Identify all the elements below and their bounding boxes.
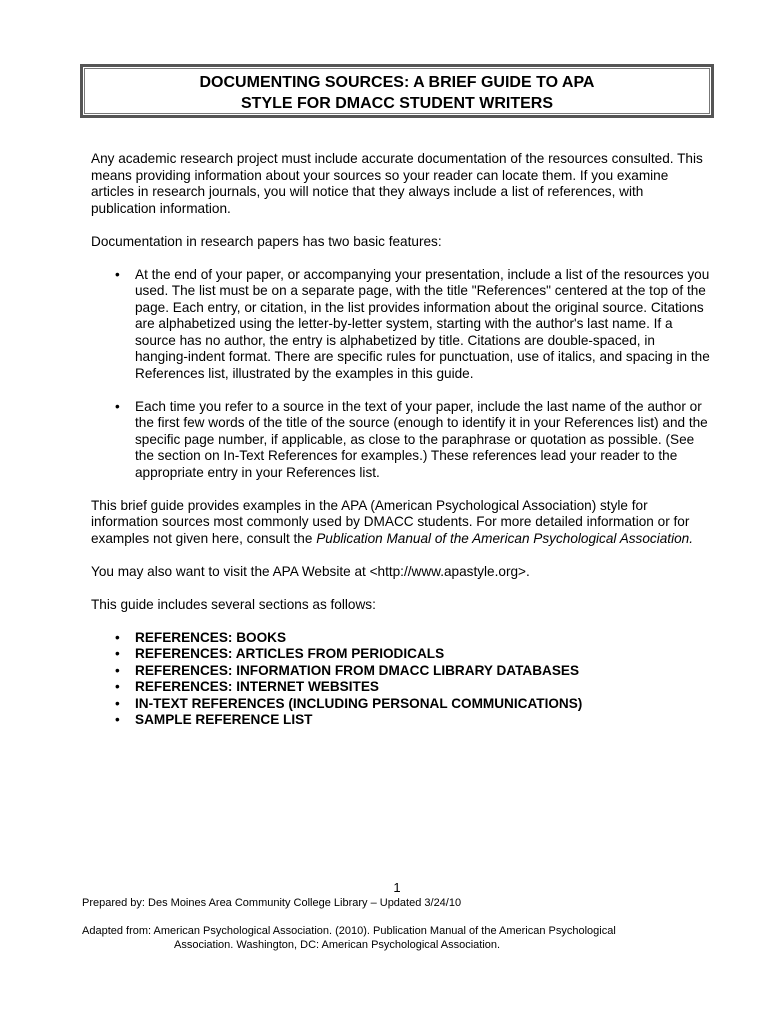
document-body: [91, 151, 711, 729]
sections-intro: This guide includes several sections as follows:: [91, 596, 376, 612]
bullet-icon: •: [115, 662, 120, 678]
title-line-1: DOCUMENTING SOURCES: A BRIEF GUIDE TO APA: [199, 74, 595, 91]
section-label: REFERENCES: INFORMATION FROM DMACC LIBRARY DATABASES: [135, 662, 580, 678]
intro-paragraph: Any academic research project must include accurate documentation of the resources consulted. This means providing information about your sources so your reader can locate them. If you examine articles in research journals, you will notice that they always include a list of references, with publication information.: [91, 151, 703, 216]
bullet-icon: •: [115, 712, 120, 727]
section-label: REFERENCES: BOOKS: [135, 629, 287, 645]
bullet-icon: •: [115, 629, 120, 645]
guide-paragraph: [91, 498, 711, 548]
page-number: 1: [393, 880, 401, 895]
features-list: [91, 267, 711, 482]
section-item: [91, 679, 711, 696]
section-label: IN-TEXT REFERENCES (INCLUDING PERSONAL COMMUNICATIONS): [135, 695, 583, 711]
section-item: [91, 646, 711, 663]
section-label: SAMPLE REFERENCE LIST: [135, 712, 313, 727]
guide-manual-title: Publication Manual of the American Psychological Association.: [316, 530, 693, 546]
feature-item-1: [91, 267, 711, 383]
title-box: [80, 64, 714, 118]
bullet-icon: •: [115, 266, 120, 282]
footer-adapted-line-1: Adapted from: American Psychological Association. (2010). Publication Manual of the American Psychological: [82, 925, 616, 937]
features-intro: Documentation in research papers has two basic features:: [91, 233, 442, 249]
bullet-icon: •: [115, 646, 120, 661]
section-item: [91, 696, 711, 713]
section-label: REFERENCES: INTERNET WEBSITES: [135, 679, 379, 694]
bullet-icon: •: [115, 679, 120, 694]
footer-adapted-line-2: Association. Washington, DC: American Psychological Association.: [174, 939, 501, 951]
footer-adapted: [82, 924, 616, 952]
bullet-icon: •: [115, 398, 120, 414]
section-item: [91, 712, 711, 729]
footer-prepared: Prepared by: Des Moines Area Community College Library – Updated 3/24/10: [82, 897, 462, 909]
feature-item-2: [91, 399, 711, 482]
feature-text-2: Each time you refer to a source in the text of your paper, include the last name of the author or the first few words of the title of the source (enough to identify it in your References list) and the specific page number, if applicable, as close to the paraphrase or quotation as possible. (See the section on In-Text References for examples.) These references lead your reader to the appropriate entry in your References list.: [135, 398, 708, 480]
section-label: REFERENCES: ARTICLES FROM PERIODICALS: [135, 646, 445, 661]
sections-list: [91, 630, 711, 729]
guide-text: This brief guide provides examples in the APA (American Psychological Association) style for information sources most commonly used by DMACC students. For more detailed information or for examples not given here, consult the: [91, 497, 690, 546]
title-line-2: STYLE FOR DMACC STUDENT WRITERS: [241, 95, 553, 112]
section-item: [91, 663, 711, 680]
section-item: [91, 630, 711, 647]
bullet-icon: •: [115, 695, 120, 711]
website-paragraph: You may also want to visit the APA Website at <http://www.apastyle.org>.: [91, 563, 530, 579]
feature-text-1: At the end of your paper, or accompanying your presentation, include a list of the resources you used. The list must be on a separate page, with the title "References" centered at the top of the page. Each entry, or citation, in the list provides information about the original source. Citations are alphabetized using the letter-by-letter system, starting with the author's last name. If a source has no author, the entry is alphabetized by title. Citations are double-spaced, in hanging-indent format. There are specific rules for punctuation, use of italics, and spacing in the References list, illustrated by the examples in this guide.: [135, 266, 710, 381]
